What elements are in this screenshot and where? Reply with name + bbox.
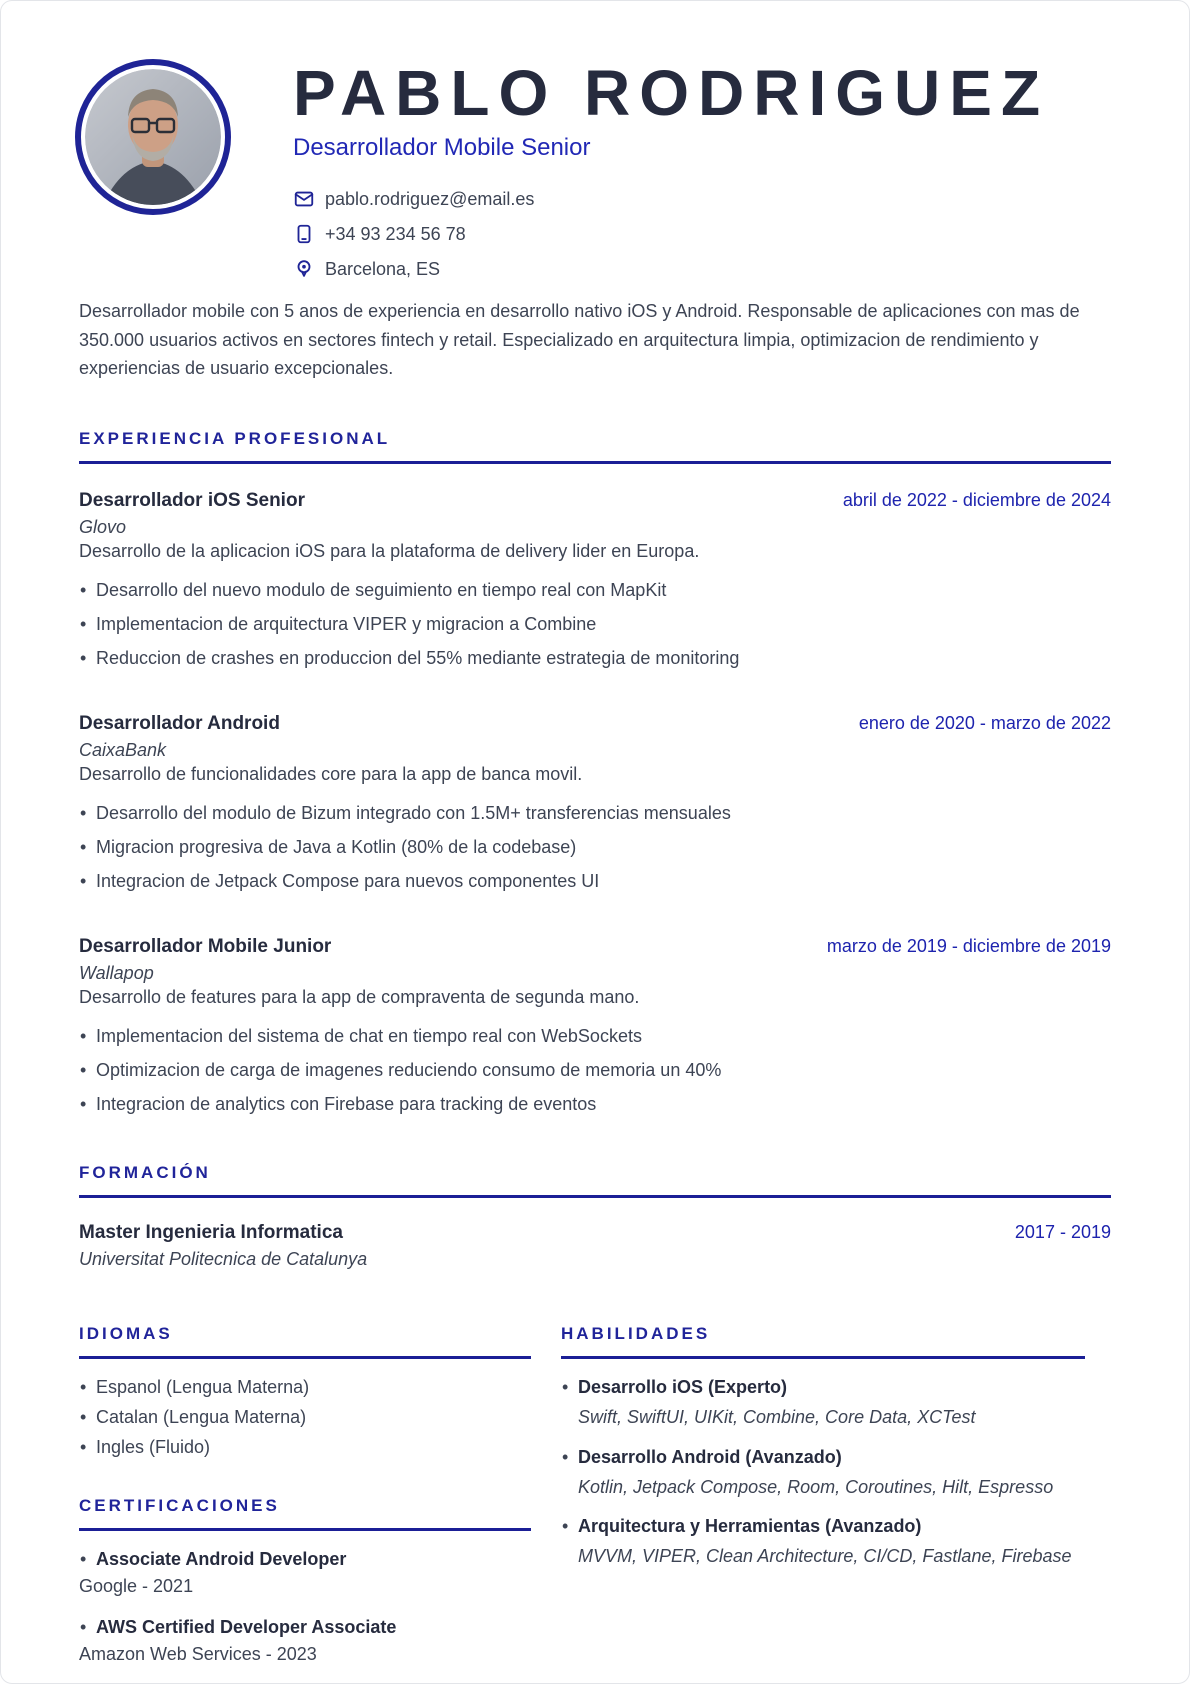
job-date: enero de 2020 - marzo de 2022 bbox=[858, 712, 1111, 733]
job-bullet: • Desarrollo del nuevo modulo de seguimiento en tiempo real con MapKit bbox=[79, 577, 1111, 603]
certification-name: • AWS Certified Developer Associate bbox=[79, 1617, 531, 1638]
contact-phone-row bbox=[293, 223, 1111, 245]
two-column-area bbox=[79, 1324, 1111, 1665]
job-bullet-list bbox=[79, 1023, 1111, 1117]
section-languages bbox=[79, 1324, 531, 1458]
contact-list bbox=[293, 188, 1111, 280]
contact-location-row bbox=[293, 258, 1111, 280]
skill-entry bbox=[561, 1377, 1111, 1430]
phone-icon bbox=[293, 223, 315, 245]
job-bullet: • Integracion de analytics con Firebase para tracking de eventos bbox=[79, 1091, 1111, 1117]
job-company: CaixaBank bbox=[79, 739, 167, 760]
left-column bbox=[79, 1324, 531, 1665]
skills-heading: HABILIDADES bbox=[561, 1324, 1085, 1359]
education-entry bbox=[79, 1222, 1111, 1270]
job-bullet: • Implementacion de arquitectura VIPER y migracion a Combine bbox=[79, 611, 1111, 637]
job-bullet: • Optimizacion de carga de imagenes reduciendo consumo de memoria un 40% bbox=[79, 1057, 1111, 1083]
job-description: Desarrollo de la aplicacion iOS para la plataforma de delivery lider en Europa. bbox=[79, 540, 700, 561]
job-description: Desarrollo de funcionalidades core para la app de banca movil. bbox=[79, 763, 583, 784]
school-name: Universitat Politecnica de Catalunya bbox=[79, 1249, 368, 1270]
avatar bbox=[75, 59, 231, 215]
skill-details: Swift, SwiftUI, UIKit, Combine, Core Data, XCTest bbox=[578, 1407, 976, 1428]
language-list bbox=[79, 1377, 531, 1458]
degree-title: Master Ingenieria Informatica bbox=[79, 1222, 343, 1244]
experience-heading: EXPERIENCIA PROFESIONAL bbox=[79, 429, 1111, 464]
job-bullet: • Migracion progresiva de Java a Kotlin (80% de la codebase) bbox=[79, 834, 1111, 860]
right-column bbox=[561, 1324, 1111, 1665]
email-icon bbox=[293, 188, 315, 210]
job-description: Desarrollo de features para la app de compraventa de segunda mano. bbox=[79, 987, 640, 1008]
certification-entry bbox=[79, 1549, 531, 1597]
skill-entry bbox=[561, 1447, 1111, 1500]
job-company: Glovo bbox=[79, 516, 127, 537]
job-bullet-list bbox=[79, 800, 1111, 894]
job-role-subtitle: Desarrollador Mobile Senior bbox=[293, 134, 591, 162]
section-education bbox=[79, 1163, 1111, 1270]
certification-issuer: Google - 2021 bbox=[79, 1576, 194, 1597]
profile-summary: Desarrollador mobile con 5 anos de experiencia en desarrollo nativo iOS y Android. Responsable de aplicaciones con mas de 350.000 usuarios activos en sectores fintech y retail. Especializado en arquitectura limpia, optimizacion de rendimiento y experiencias de usuario excepcionales. bbox=[79, 301, 1080, 379]
language-item: • Ingles (Fluido) bbox=[79, 1437, 531, 1458]
job-bullet: • Implementacion del sistema de chat en tiempo real con WebSockets bbox=[79, 1023, 1111, 1049]
skill-entry bbox=[561, 1516, 1111, 1569]
skill-name: • Desarrollo Android (Avanzado) bbox=[561, 1447, 1111, 1468]
contact-email-row bbox=[293, 188, 1111, 210]
section-certifications bbox=[79, 1496, 531, 1665]
contact-email-text: pablo.rodriguez@email.es bbox=[325, 188, 535, 209]
contact-phone-text: +34 93 234 56 78 bbox=[325, 223, 466, 244]
header bbox=[79, 59, 1111, 293]
job-title: Desarrollador iOS Senior bbox=[79, 489, 305, 511]
skill-name: • Desarrollo iOS (Experto) bbox=[561, 1377, 1111, 1398]
job-title: Desarrollador Mobile Junior bbox=[79, 936, 332, 958]
job-bullet: • Desarrollo del modulo de Bizum integrado con 1.5M+ transferencias mensuales bbox=[79, 800, 1111, 826]
job-date: abril de 2022 - diciembre de 2024 bbox=[842, 489, 1111, 510]
job-bullet-list bbox=[79, 577, 1111, 671]
page-title: PABLO RODRIGUEZ bbox=[293, 57, 1050, 129]
job-entry bbox=[79, 936, 1111, 1117]
job-title: Desarrollador Android bbox=[79, 712, 280, 734]
map-pin-icon bbox=[293, 258, 315, 280]
job-bullet: • Reduccion de crashes en produccion del 55% mediante estrategia de monitoring bbox=[79, 645, 1111, 671]
header-info bbox=[293, 59, 1111, 293]
job-company: Wallapop bbox=[79, 963, 154, 984]
certification-entry bbox=[79, 1617, 531, 1665]
certifications-heading: CERTIFICACIONES bbox=[79, 1496, 531, 1531]
section-skills bbox=[561, 1324, 1111, 1568]
job-entry bbox=[79, 490, 1111, 671]
contact-location-text: Barcelona, ES bbox=[325, 258, 441, 279]
education-heading: FORMACIÓN bbox=[79, 1163, 1111, 1198]
skill-details: MVVM, VIPER, Clean Architecture, CI/CD, Fastlane, Firebase bbox=[578, 1545, 1072, 1566]
certification-issuer: Amazon Web Services - 2023 bbox=[79, 1644, 317, 1665]
avatar-photo bbox=[85, 69, 221, 205]
language-item: • Espanol (Lengua Materna) bbox=[79, 1377, 531, 1398]
education-date: 2017 - 2019 bbox=[1014, 1222, 1111, 1243]
certification-name: • Associate Android Developer bbox=[79, 1549, 531, 1570]
job-bullet: • Integracion de Jetpack Compose para nuevos componentes UI bbox=[79, 868, 1111, 894]
skill-name: • Arquitectura y Herramientas (Avanzado) bbox=[561, 1516, 1111, 1537]
language-item: • Catalan (Lengua Materna) bbox=[79, 1407, 531, 1428]
section-experience bbox=[79, 429, 1111, 1118]
job-entry bbox=[79, 713, 1111, 894]
languages-heading: IDIOMAS bbox=[79, 1324, 531, 1359]
job-date: marzo de 2019 - diciembre de 2019 bbox=[826, 936, 1111, 957]
skill-details: Kotlin, Jetpack Compose, Room, Coroutines, Hilt, Espresso bbox=[578, 1476, 1054, 1497]
